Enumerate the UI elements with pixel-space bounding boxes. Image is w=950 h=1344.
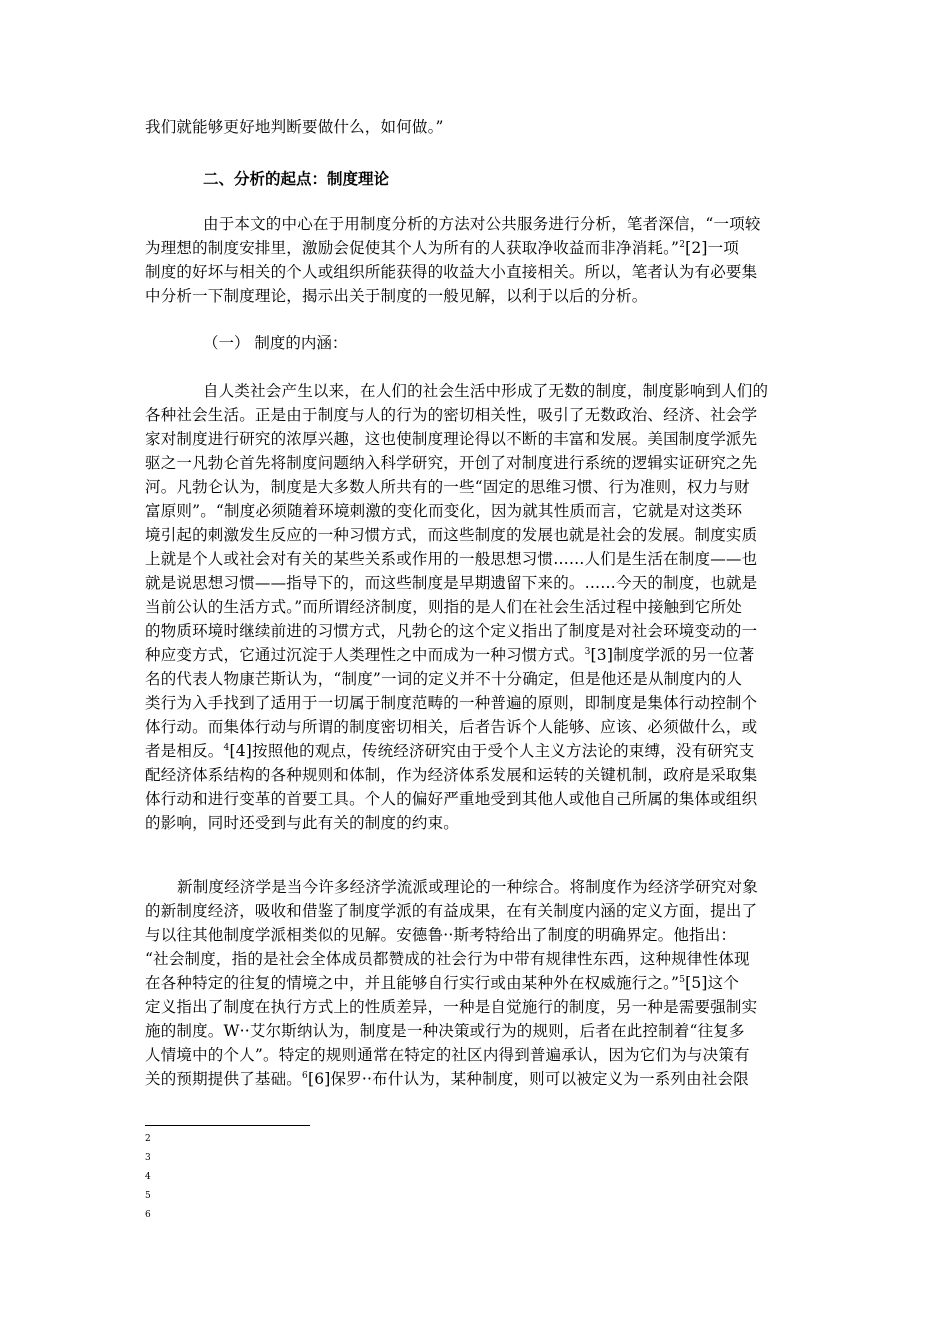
- intro-line: 我们就能够更好地判断要做什么，如何做。”: [145, 118, 444, 136]
- footnote-number: 4: [145, 1172, 151, 1182]
- para3-line: 新制度经济学是当今许多经济学流派或理论的一种综合。将制度作为经济学研究对象: [177, 878, 758, 896]
- para2-line: 的影响，同时还受到与此有关的制度的约束。: [145, 814, 460, 832]
- footnote-ref: 5: [679, 975, 686, 985]
- para2-line: 各种社会生活。正是由于制度与人的行为的密切相关性，吸引了无数政治、经济、社会学: [145, 406, 758, 424]
- para3-line: 的新制度经济，吸收和借鉴了制度学派的有益成果，在有关制度内涵的定义方面，提出了: [145, 902, 758, 920]
- footnote-number: 5: [145, 1191, 151, 1201]
- para2-line: 配经济体系结构的各种规则和体制，作为经济体系发展和运转的关键机制，政府是采取集: [145, 766, 758, 784]
- para2-line: 的物质环境时继续前进的习惯方式，凡勃仑的这个定义指出了制度是对社会环境变动的一: [145, 622, 758, 640]
- para1-line: 制度的好坏与相关的个人或组织所能获得的收益大小直接相关。所以，笔者认为有必要集: [145, 263, 758, 281]
- para2-line: 者是相反。$^4$[4]按照他的观点，传统经济研究由于受个人主义方法论的束缚，没有研究支: [145, 742, 755, 760]
- para3-line: 定义指出了制度在执行方式上的性质差异，一种是自觉施行的制度，另一种是需要强制实: [145, 998, 758, 1016]
- para3-line: 在各种特定的往复的情境之中，并且能够自行实行或由某种外在权威施行之。”$^5$[5]这个: [145, 974, 740, 992]
- para2-line: 体行动和进行变革的首要工具。个人的偏好严重地受到其他人或他自己所属的集体或组织: [145, 790, 758, 808]
- para2-line: 河。凡勃仑认为，制度是大多数人所共有的一些“固定的思维习惯、行为准则，权力与财: [145, 478, 750, 496]
- para1-line: 由于本文的中心在于用制度分析的方法对公共服务进行分析，笔者深信，“一项较: [203, 215, 761, 233]
- para3-line: 施的制度。W··艾尔斯纳认为，制度是一种决策或行为的规则，后者在此控制着“往复多: [145, 1022, 745, 1040]
- para3-line: “社会制度，指的是社会全体成员都赞成的社会行为中带有规律性东西，这种规律性体现: [145, 950, 750, 968]
- footnote-ref: 3: [584, 647, 591, 657]
- section-heading: 二、分析的起点：制度理论: [203, 170, 390, 188]
- footnote-ref: 4: [223, 743, 230, 753]
- footnote-number: 3: [145, 1153, 151, 1163]
- footnote-ref: 6: [302, 1071, 308, 1081]
- para1-line: 中分析一下制度理论，揭示出关于制度的一般见解，以利于以后的分析。: [145, 287, 648, 305]
- para2-line: 家对制度进行研究的浓厚兴趣，这也使制度理论得以不断的丰富和发展。美国制度学派先: [145, 430, 758, 448]
- para2-line: 就是说思想习惯——指导下的，而这些制度是早期遗留下来的。……今天的制度，也就是: [145, 574, 758, 592]
- para2-line: 境引起的刺激发生反应的一种习惯方式，而这些制度的发展也就是社会的发展。制度实质: [145, 526, 758, 544]
- para2-line: 当前公认的生活方式。”而所谓经济制度，则指的是人们在社会生活过程中接触到它所处: [145, 598, 742, 616]
- para2-line: 种应变方式，它通过沉淀于人类理性之中而成为一种习惯方式。$^3$[3]制度学派的另一位著: [145, 646, 755, 664]
- para2-line: 名的代表人物康芒斯认为，“制度”一词的定义并不十分确定，但是他还是从制度内的人: [145, 670, 743, 688]
- footnote-separator: [145, 1125, 310, 1126]
- para2-line: 驱之一凡勃仑首先将制度问题纳入科学研究，开创了对制度进行系统的逻辑实证研究之先: [145, 454, 758, 472]
- para2-line: 体行动。而集体行动与所谓的制度密切相关，后者告诉个人能够、应该、必须做什么，或: [145, 718, 758, 736]
- para2-line: 类行为入手找到了适用于一切属于制度范畴的一种普遍的原则，即制度是集体行动控制个: [145, 694, 758, 712]
- para1-line: 为理想的制度安排里，激励会促使其个人为所有的人获取净收益而非净消耗。”$^2$[2]一项: [145, 239, 740, 257]
- footnote-number: 2: [145, 1134, 151, 1144]
- para2-line: 富原则”。“制度必须随着环境刺激的变化而变化，因为就其性质而言，它就是对这类环: [145, 502, 743, 520]
- para3-line: 与以往其他制度学派相类似的见解。安德鲁··斯考特给出了制度的明确界定。他指出：: [145, 926, 737, 944]
- para2-line: 自人类社会产生以来，在人们的社会生活中形成了无数的制度，制度影响到人们的: [203, 382, 769, 400]
- para3-line: 人情境中的个人”。特定的规则通常在特定的社区内得到普遍承认，因为它们为与决策有: [145, 1046, 750, 1064]
- subheading: （一） 制度的内涵：: [203, 334, 348, 352]
- para2-line: 上就是个人或社会对有关的某些关系或作用的一般思想习惯……人们是生活在制度——也: [145, 550, 758, 568]
- footnote-number: 6: [145, 1210, 151, 1220]
- para3-line: 关的预期提供了基础。$^6$[6]保罗··布什认为，某种制度，则可以被定义为一系列由社会限: [145, 1070, 749, 1088]
- footnote-ref: 2: [679, 240, 686, 250]
